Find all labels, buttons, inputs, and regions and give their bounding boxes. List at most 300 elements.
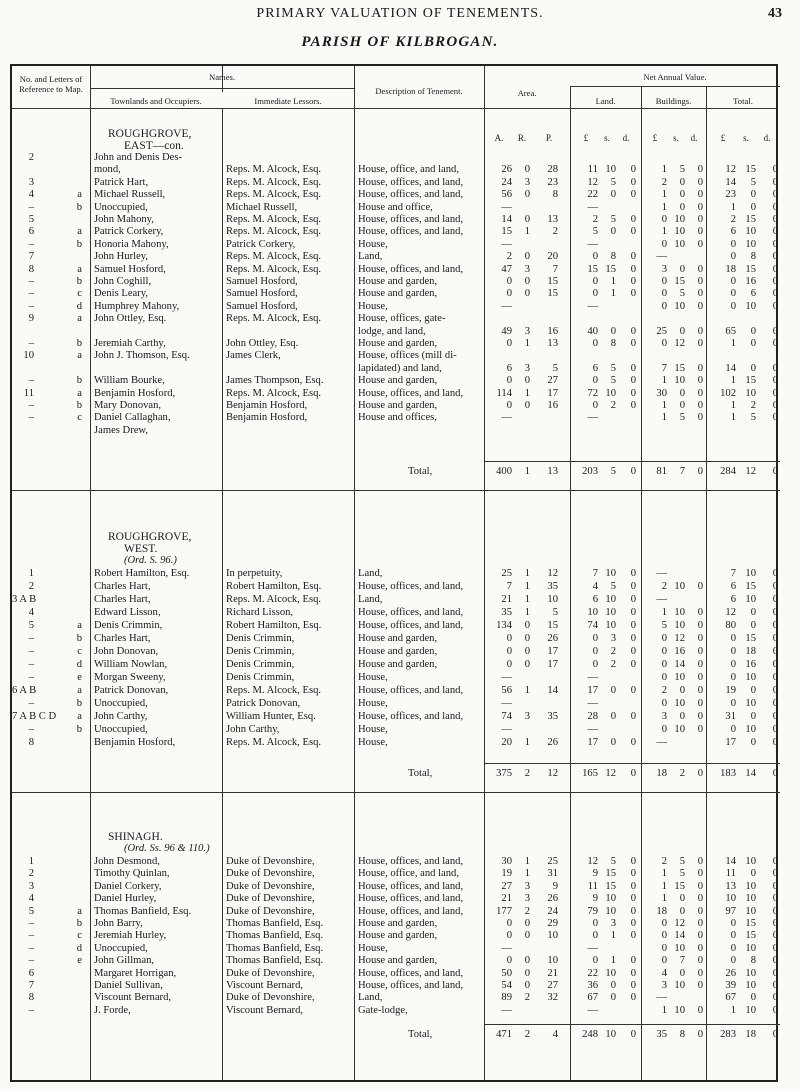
- land-value: 5: [610, 856, 616, 867]
- buildings-value: 0: [661, 238, 667, 250]
- total-land: 165: [582, 768, 598, 779]
- total-roods: 2: [524, 768, 530, 779]
- total-value: 0: [730, 930, 736, 942]
- table-row: [12, 363, 780, 375]
- total-value: 10: [745, 942, 756, 954]
- area-roods: 1: [524, 338, 530, 349]
- land-value: 36: [587, 980, 598, 991]
- land-value: 0: [630, 176, 636, 188]
- buildings-value: 5: [679, 164, 685, 176]
- land-value: 10: [605, 164, 616, 176]
- total-value: 10: [745, 300, 756, 312]
- area-roods: 0: [524, 980, 530, 991]
- area-acres: 30: [501, 856, 512, 867]
- table-row: [12, 968, 780, 980]
- description: House,: [358, 724, 388, 735]
- map-number: –: [28, 942, 34, 954]
- area-perches: 20: [547, 251, 558, 263]
- map-letter: c: [77, 646, 82, 657]
- lessor: Duke of Devonshire,: [226, 893, 315, 905]
- area-roods: 0: [524, 918, 530, 929]
- total-value: 80: [725, 620, 736, 631]
- occupier: Denis Crimmin,: [94, 620, 163, 631]
- land-value: 0: [630, 581, 636, 592]
- total-value: 8: [750, 251, 756, 263]
- total-value: 0: [772, 930, 778, 942]
- total-value: 15: [745, 164, 756, 176]
- total-value: 5: [750, 412, 756, 424]
- area-roods: 1: [524, 607, 530, 618]
- map-number: –: [28, 698, 34, 709]
- description: Land,: [358, 251, 383, 263]
- townland-title: ROUGHGROVE,: [108, 531, 192, 543]
- table-row: [12, 672, 780, 684]
- land-value: 5: [610, 581, 616, 592]
- table-row: [12, 633, 780, 645]
- table-row: [12, 1005, 780, 1017]
- land-value: 0: [592, 288, 598, 300]
- total-label: Total,: [408, 1029, 433, 1040]
- buildings-value: 0: [697, 942, 703, 954]
- total-value: 0: [772, 238, 778, 250]
- total-value: 12: [725, 607, 736, 618]
- area-roods: 3: [524, 880, 530, 892]
- total-value: 0: [750, 201, 756, 213]
- buildings-value: 0: [697, 375, 703, 387]
- land-value: 10: [605, 620, 616, 631]
- land-value: 0: [630, 338, 636, 349]
- description: House and garden,: [358, 276, 438, 287]
- buildings-value: 0: [679, 325, 685, 337]
- map-letter: c: [77, 930, 82, 942]
- area-roods: 2: [524, 992, 530, 1004]
- land-value: 0: [630, 918, 636, 929]
- total-value: 0: [750, 620, 756, 631]
- total-value: 10: [745, 980, 756, 991]
- buildings-value: 5: [661, 620, 667, 631]
- area-acres: —: [501, 942, 512, 954]
- map-letter: a: [77, 685, 82, 696]
- land-value: 0: [592, 659, 598, 670]
- land-value: 0: [630, 856, 636, 867]
- buildings-value: 0: [679, 189, 685, 201]
- land-value: 1: [610, 930, 616, 942]
- description: House, offices, and land,: [358, 856, 464, 867]
- map-number: 3 A B: [12, 594, 37, 605]
- map-number: –: [28, 930, 34, 942]
- header-buildings: Buildings.: [655, 96, 692, 106]
- unit-pence: d.: [622, 133, 630, 143]
- description: lapidated) and land,: [358, 362, 442, 374]
- map-letter: a: [77, 905, 82, 917]
- buildings-value: 5: [679, 868, 685, 880]
- land-value: 74: [587, 620, 598, 631]
- occupier: John Desmond,: [94, 856, 160, 867]
- total-roods: 1: [524, 466, 530, 477]
- land-value: —: [587, 942, 598, 954]
- land-value: 0: [630, 992, 636, 1004]
- land-value: 5: [610, 362, 616, 374]
- area-perches: 26: [547, 893, 558, 905]
- land-value: 17: [587, 737, 598, 748]
- lessor: Reps. M. Alcock, Esq.: [226, 251, 322, 263]
- map-letter: c: [77, 288, 82, 300]
- lessor: Richard Lisson,: [226, 607, 294, 618]
- table-row: [12, 918, 780, 930]
- buildings-value: 1: [661, 189, 667, 201]
- map-letter: a: [77, 313, 82, 325]
- description: House and garden,: [358, 288, 438, 300]
- map-number: 2: [28, 581, 34, 592]
- occupier: Charles Hart,: [94, 633, 151, 644]
- total-value: 0: [750, 868, 756, 880]
- occupier: John Donovan,: [94, 646, 159, 657]
- total-value: 2: [730, 214, 736, 225]
- land-value: 0: [610, 685, 616, 696]
- buildings-value: 0: [697, 868, 703, 880]
- buildings-value: 2: [661, 856, 667, 867]
- description: House, offices, and land,: [358, 607, 464, 618]
- header-description: Description of Tenement.: [375, 86, 463, 96]
- map-number: –: [28, 412, 34, 424]
- occupier: mond,: [94, 164, 121, 176]
- map-letter: b: [76, 400, 82, 411]
- table-row: [12, 338, 780, 350]
- nav-rule: [570, 86, 780, 87]
- map-number: –: [28, 288, 34, 300]
- area-acres: 25: [501, 568, 512, 579]
- land-value: 0: [592, 338, 598, 349]
- total-value: 0: [772, 325, 778, 337]
- area-acres: 19: [501, 868, 512, 880]
- table-row: [12, 189, 780, 201]
- area-perches: 15: [547, 288, 558, 300]
- total-value: 10: [745, 880, 756, 892]
- total-value: 0: [772, 980, 778, 991]
- map-letter: b: [76, 633, 82, 644]
- buildings-value: 10: [674, 581, 685, 592]
- buildings-value: 0: [697, 176, 703, 188]
- total-value: 13: [725, 880, 736, 892]
- buildings-value: 1: [661, 607, 667, 618]
- map-number: 1: [28, 568, 34, 579]
- total-buildings: 0: [697, 466, 703, 477]
- area-perches: 9: [552, 880, 558, 892]
- occupier: Daniel Callaghan,: [94, 412, 171, 424]
- buildings-value: 10: [674, 375, 685, 387]
- area-perches: 15: [547, 276, 558, 287]
- buildings-value: 0: [697, 659, 703, 670]
- buildings-value: 0: [697, 400, 703, 411]
- area-acres: 49: [501, 325, 512, 337]
- area-roods: 3: [524, 893, 530, 905]
- buildings-value: 0: [697, 214, 703, 225]
- area-perches: 21: [547, 967, 558, 979]
- buildings-value: 0: [697, 672, 703, 683]
- land-value: 10: [605, 967, 616, 979]
- area-acres: 35: [501, 607, 512, 618]
- buildings-value: 0: [697, 412, 703, 424]
- total-value: 0: [772, 868, 778, 880]
- occupier: John and Denis Des-: [94, 152, 182, 163]
- table-row: [12, 239, 780, 251]
- buildings-value: 10: [674, 672, 685, 683]
- total-value: 6: [750, 288, 756, 300]
- land-value: 0: [630, 362, 636, 374]
- occupier: Daniel Sullivan,: [94, 980, 163, 991]
- area-perches: 7: [552, 263, 558, 275]
- description: Gate-lodge,: [358, 1004, 408, 1016]
- total-value: 0: [750, 189, 756, 201]
- total-value: 0: [730, 300, 736, 312]
- map-letter: c: [77, 412, 82, 424]
- map-number: 8: [28, 263, 34, 275]
- buildings-value: 5: [679, 856, 685, 867]
- total-value: 0: [750, 325, 756, 337]
- lessor: Reps. M. Alcock, Esq.: [226, 214, 322, 225]
- buildings-value: 1: [661, 400, 667, 411]
- land-value: 22: [587, 967, 598, 979]
- table-row: [12, 594, 780, 606]
- buildings-value: 0: [679, 685, 685, 696]
- total-value: 102: [720, 387, 736, 399]
- buildings-value: 0: [679, 711, 685, 722]
- unit-shillings: s.: [673, 133, 679, 143]
- occupier: Jeremiah Hurley,: [94, 930, 167, 942]
- land-value: 10: [605, 594, 616, 605]
- buildings-value: 3: [661, 980, 667, 991]
- area-roods: 2: [524, 905, 530, 917]
- area-acres: 27: [501, 880, 512, 892]
- total-value: 0: [772, 955, 778, 967]
- land-value: —: [587, 201, 598, 213]
- land-value: 3: [610, 633, 616, 644]
- land-value: 0: [630, 568, 636, 579]
- ordnance-sheet: (Ord. Ss. 96 & 110.): [124, 843, 210, 854]
- map-letter: b: [76, 375, 82, 387]
- land-value: 0: [630, 737, 636, 748]
- occupier: Edward Lisson,: [94, 607, 161, 618]
- total-value: 0: [772, 226, 778, 238]
- land-value: 6: [592, 362, 598, 374]
- total-value: 17: [725, 737, 736, 748]
- description: House, offices, and land,: [358, 387, 464, 399]
- map-letter: d: [76, 942, 82, 954]
- land-value: 0: [630, 164, 636, 176]
- land-value: 0: [630, 325, 636, 337]
- area-roods: 0: [524, 164, 530, 176]
- total-value: 0: [730, 724, 736, 735]
- map-number: 6 A B: [12, 685, 37, 696]
- buildings-value: 10: [674, 226, 685, 238]
- buildings-value: —: [656, 251, 667, 263]
- lessor: Robert Hamilton, Esq.: [226, 620, 322, 631]
- table-row: [12, 375, 780, 387]
- unit-roods: R.: [517, 133, 527, 143]
- lessor: John Ottley, Esq.: [226, 338, 299, 349]
- buildings-value: 0: [661, 300, 667, 312]
- total-value: 0: [772, 672, 778, 683]
- occupier: Honoria Mahony,: [94, 238, 169, 250]
- total-value: 12: [725, 164, 736, 176]
- buildings-value: 0: [697, 620, 703, 631]
- total-value: 16: [745, 659, 756, 670]
- land-value: 15: [587, 263, 598, 275]
- occupier: John Barry,: [94, 918, 143, 929]
- description: House, offices, and land,: [358, 581, 464, 592]
- total-value: 18: [745, 646, 756, 657]
- buildings-value: 7: [661, 362, 667, 374]
- occupier: Benjamin Hosford,: [94, 737, 176, 748]
- table-row: [12, 685, 780, 697]
- total-value: 0: [772, 620, 778, 631]
- description: House, offices, and land,: [358, 967, 464, 979]
- area-roods: 3: [524, 325, 530, 337]
- area-roods: 1: [524, 568, 530, 579]
- occupier: Robert Hamilton, Esq.: [94, 568, 190, 579]
- table-row: [12, 980, 780, 992]
- townland-title: SHINAGH.: [108, 831, 163, 843]
- lessor: Patrick Corkery,: [226, 238, 296, 250]
- occupier: John Coghill,: [94, 276, 152, 287]
- description: House,: [358, 942, 388, 954]
- lessor: Viscount Bernard,: [226, 980, 304, 991]
- lessor: Samuel Hosford,: [226, 288, 298, 300]
- table-row: [12, 313, 780, 325]
- buildings-value: 0: [661, 918, 667, 929]
- buildings-value: 10: [674, 942, 685, 954]
- buildings-value: 0: [697, 646, 703, 657]
- total-buildings: 18: [656, 768, 667, 779]
- table-row: [12, 177, 780, 189]
- lessor: Thomas Banfield, Esq.: [226, 930, 324, 942]
- area-perches: 10: [547, 930, 558, 942]
- total-value: 15: [745, 930, 756, 942]
- table-row: [12, 868, 780, 880]
- unit-pence: d.: [690, 133, 698, 143]
- total-value: 1: [730, 412, 736, 424]
- map-letter: b: [76, 338, 82, 349]
- buildings-value: 10: [674, 620, 685, 631]
- grand-total: 0: [772, 768, 778, 779]
- land-value: 2: [610, 400, 616, 411]
- buildings-value: 0: [661, 955, 667, 967]
- lessor: Denis Crimmin,: [226, 659, 295, 670]
- buildings-value: 1: [661, 880, 667, 892]
- buildings-value: 3: [661, 263, 667, 275]
- total-value: 0: [772, 581, 778, 592]
- ordnance-sheet: (Ord. S. 96.): [124, 555, 177, 566]
- total-value: 14: [725, 362, 736, 374]
- area-acres: 0: [506, 375, 512, 387]
- total-value: 0: [750, 992, 756, 1004]
- description: House,: [358, 698, 388, 709]
- total-value: 65: [725, 325, 736, 337]
- header-area: Area.: [517, 88, 537, 98]
- buildings-value: 3: [661, 711, 667, 722]
- header-names: Names.: [208, 72, 235, 82]
- map-number: 10: [23, 350, 34, 362]
- map-number: 8: [28, 737, 34, 748]
- total-value: 5: [750, 176, 756, 188]
- total-value: 0: [772, 594, 778, 605]
- land-value: 0: [610, 737, 616, 748]
- total-value: 0: [772, 568, 778, 579]
- total-value: 0: [772, 288, 778, 300]
- map-letter: d: [76, 659, 82, 670]
- area-acres: —: [501, 724, 512, 735]
- buildings-value: 0: [697, 955, 703, 967]
- area-acres: 0: [506, 930, 512, 942]
- description: House and garden,: [358, 400, 438, 411]
- area-acres: 21: [501, 594, 512, 605]
- buildings-value: 0: [661, 659, 667, 670]
- buildings-value: 0: [697, 300, 703, 312]
- land-value: 0: [592, 251, 598, 263]
- area-perches: 24: [547, 905, 558, 917]
- land-value: 0: [610, 226, 616, 238]
- area-acres: 0: [506, 288, 512, 300]
- total-buildings: 0: [697, 1029, 703, 1040]
- total-roods: 2: [524, 1029, 530, 1040]
- lessor: Duke of Devonshire,: [226, 868, 315, 880]
- land-value: 0: [592, 955, 598, 967]
- occupier: Thomas Banfield, Esq.: [94, 905, 192, 917]
- buildings-value: 5: [679, 288, 685, 300]
- occupier: John Mahony,: [94, 214, 154, 225]
- area-acres: 50: [501, 967, 512, 979]
- total-value: 15: [745, 918, 756, 929]
- total-land: 0: [630, 466, 636, 477]
- area-perches: 31: [547, 868, 558, 880]
- land-value: 0: [592, 918, 598, 929]
- land-value: 4: [592, 581, 598, 592]
- occupier: John Hurley,: [94, 251, 149, 263]
- lessor: Reps. M. Alcock, Esq.: [226, 189, 322, 201]
- occupier: Benjamin Hosford,: [94, 387, 176, 399]
- buildings-value: 0: [697, 905, 703, 917]
- buildings-value: 0: [697, 581, 703, 592]
- total-row: [12, 768, 780, 780]
- land-value: 0: [592, 375, 598, 387]
- unit-shillings: s.: [743, 133, 749, 143]
- land-value: 7: [592, 568, 598, 579]
- buildings-value: 0: [697, 276, 703, 287]
- total-buildings: 8: [679, 1029, 685, 1040]
- area-roods: 0: [524, 967, 530, 979]
- description: House and garden,: [358, 375, 438, 387]
- area-acres: 0: [506, 659, 512, 670]
- area-perches: 5: [552, 607, 558, 618]
- area-perches: 13: [547, 338, 558, 349]
- area-perches: 2: [552, 226, 558, 238]
- total-value: 0: [772, 698, 778, 709]
- area-perches: 35: [547, 711, 558, 722]
- total-value: 39: [725, 980, 736, 991]
- total-land: 0: [630, 1029, 636, 1040]
- land-value: 0: [630, 375, 636, 387]
- buildings-value: 0: [661, 276, 667, 287]
- land-value: 11: [587, 880, 598, 892]
- unit-perches: P.: [545, 133, 553, 143]
- total-value: 0: [772, 400, 778, 411]
- buildings-value: 1: [661, 412, 667, 424]
- buildings-value: 0: [661, 930, 667, 942]
- map-number: 2: [28, 152, 34, 163]
- land-value: 67: [587, 992, 598, 1004]
- land-value: —: [587, 238, 598, 250]
- table-row: [12, 425, 780, 437]
